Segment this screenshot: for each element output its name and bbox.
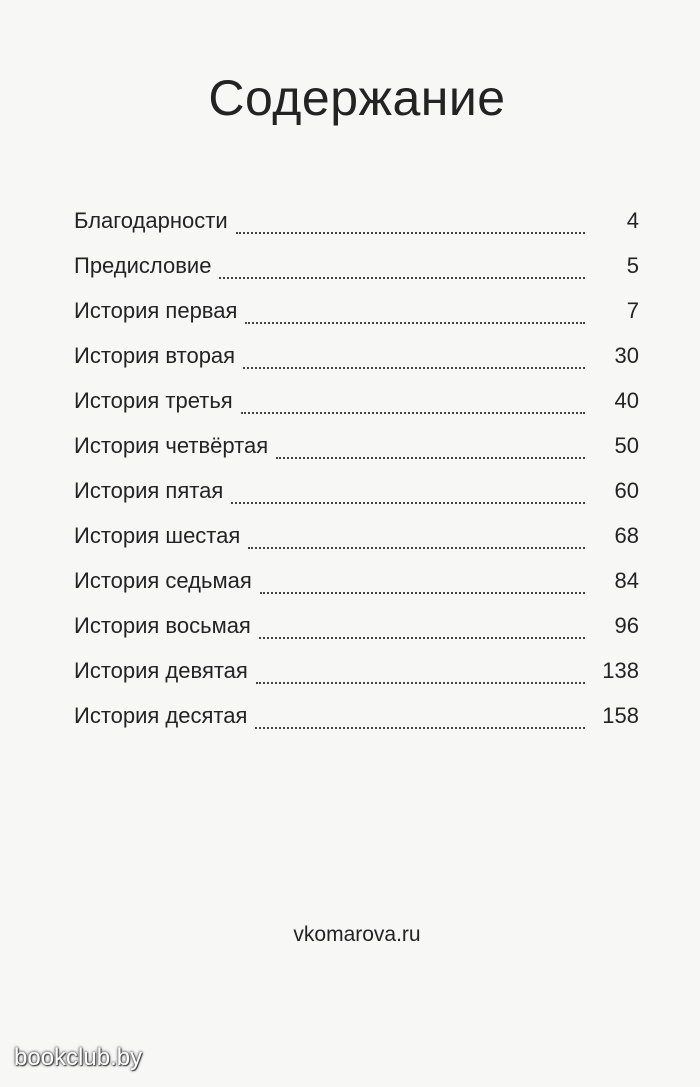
toc-entry-page: 60: [614, 478, 639, 503]
toc-entry: [74, 290, 639, 335]
toc-entry: [74, 515, 639, 560]
toc-entry: [74, 335, 639, 380]
toc-entry-title: История четвёртая: [74, 433, 269, 458]
toc-entry-title: История пятая: [74, 478, 224, 503]
toc-entry: [74, 560, 639, 605]
toc-entry: [74, 380, 639, 425]
dot-leader: [276, 425, 585, 459]
dot-leader: [259, 605, 585, 639]
dot-leader: [248, 515, 585, 549]
watermark: bookclub.by: [14, 1044, 143, 1071]
toc-entry: [74, 605, 639, 650]
page-title: Содержание: [208, 70, 506, 126]
toc-entry-title: История первая: [74, 298, 238, 323]
dot-leader: [243, 335, 585, 369]
author-website: vkomarova.ru: [293, 923, 421, 946]
dot-leader: [255, 695, 585, 729]
dot-leader: [236, 200, 585, 234]
toc-entry-page: 7: [626, 298, 639, 323]
toc-entry-title: История третья: [74, 388, 233, 413]
toc-entry-page: 96: [614, 613, 639, 638]
toc-entry: [74, 200, 639, 245]
toc-entry-page: 4: [626, 208, 639, 233]
toc-entry: [74, 650, 639, 695]
dot-leader: [231, 470, 585, 504]
toc-entry-page: 68: [614, 523, 639, 548]
toc-entry-title: История шестая: [74, 523, 241, 548]
dot-leader: [219, 245, 585, 279]
toc-entry-page: 5: [626, 253, 639, 278]
toc-entry-title: История седьмая: [74, 568, 252, 593]
toc-entry-title: Благодарности: [74, 208, 228, 233]
toc-entry-title: История восьмая: [74, 613, 251, 638]
toc-entry-page: 30: [614, 343, 639, 368]
toc-entry: [74, 245, 639, 290]
toc-entry: [74, 470, 639, 515]
toc-entry-page: 50: [614, 433, 639, 458]
toc-entry-title: Предисловие: [74, 253, 212, 278]
toc-entry-page: 84: [614, 568, 639, 593]
dot-leader: [241, 380, 585, 414]
toc-entry-title: История вторая: [74, 343, 236, 368]
toc-entry-page: 138: [602, 658, 639, 683]
toc-entry: [74, 425, 639, 470]
table-of-contents: [74, 200, 639, 740]
toc-entry-title: История девятая: [74, 658, 248, 683]
dot-leader: [256, 650, 585, 684]
dot-leader: [245, 290, 585, 324]
toc-entry: [74, 695, 639, 740]
toc-entry-page: 40: [614, 388, 639, 413]
dot-leader: [260, 560, 585, 594]
toc-entry-page: 158: [602, 703, 639, 728]
toc-entry-title: История десятая: [74, 703, 248, 728]
